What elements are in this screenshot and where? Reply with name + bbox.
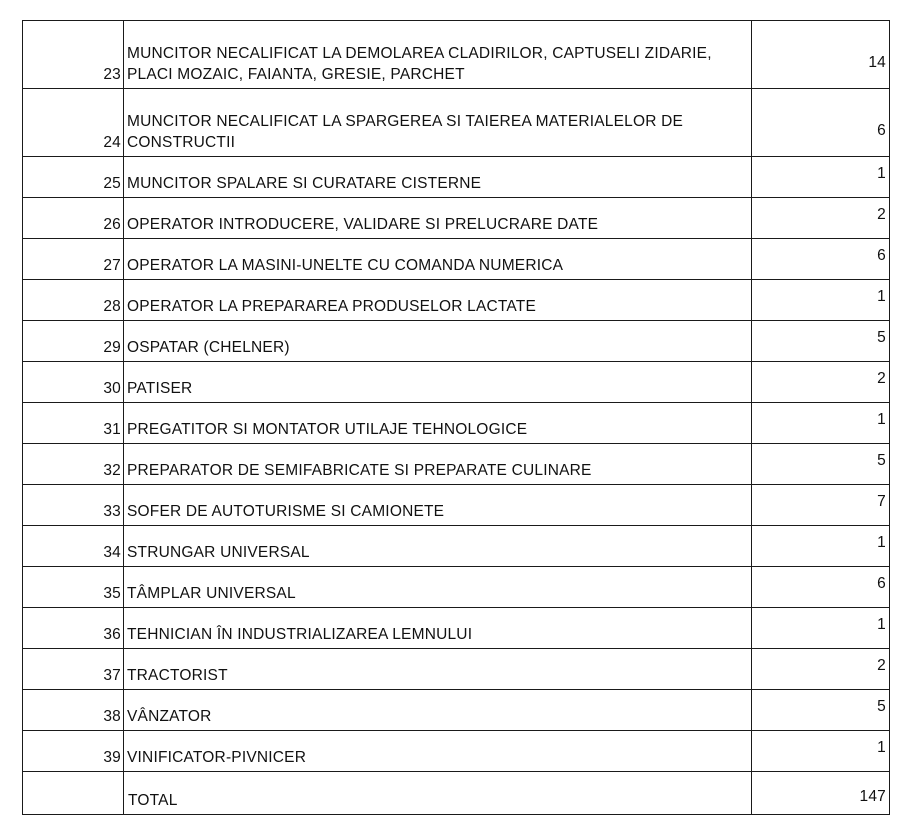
row-number: 29: [23, 321, 124, 362]
vacancy-count: 5: [877, 452, 886, 469]
row-number: 31: [23, 403, 124, 444]
table-row: [23, 731, 890, 772]
vacancy-count: 6: [877, 575, 886, 592]
vacancy-count: 6: [877, 247, 886, 264]
table-row: [23, 403, 890, 444]
row-number: 24: [23, 89, 124, 157]
vacancy-count: 6: [877, 122, 886, 139]
table-row: [23, 362, 890, 403]
occupation-name: TEHNICIAN ÎN INDUSTRIALIZAREA LEMNULUI: [124, 608, 752, 649]
vacancy-count-cell: [752, 567, 890, 608]
vacancy-count: 1: [877, 616, 886, 633]
total-row: [23, 772, 890, 815]
vacancy-count-cell: [752, 649, 890, 690]
row-number: 30: [23, 362, 124, 403]
row-number: 34: [23, 526, 124, 567]
row-number: 35: [23, 567, 124, 608]
vacancy-count-cell: [752, 198, 890, 239]
vacancy-count: 1: [877, 288, 886, 305]
table-row: [23, 485, 890, 526]
occupations-table: [22, 20, 890, 815]
occupation-name: TRACTORIST: [124, 649, 752, 690]
vacancy-count-cell: [752, 89, 890, 157]
vacancy-count-cell: [752, 731, 890, 772]
table-row: [23, 649, 890, 690]
vacancy-count-cell: [752, 362, 890, 403]
table-row: [23, 526, 890, 567]
vacancy-count: 2: [877, 370, 886, 387]
vacancy-count: 2: [877, 657, 886, 674]
vacancy-count-cell: [752, 690, 890, 731]
occupation-name: OPERATOR LA PREPARAREA PRODUSELOR LACTATE: [124, 280, 752, 321]
row-number: 25: [23, 157, 124, 198]
occupation-name: OSPATAR (CHELNER): [124, 321, 752, 362]
vacancy-count-cell: [752, 321, 890, 362]
table-row: [23, 321, 890, 362]
table-row: [23, 157, 890, 198]
occupation-name: MUNCITOR SPALARE SI CURATARE CISTERNE: [124, 157, 752, 198]
occupations-table-body: [23, 21, 890, 815]
vacancy-count-cell: [752, 608, 890, 649]
vacancy-count-cell: [752, 403, 890, 444]
total-count-cell: [752, 772, 890, 815]
occupation-name: TÂMPLAR UNIVERSAL: [124, 567, 752, 608]
row-number: 37: [23, 649, 124, 690]
vacancy-count: 2: [877, 206, 886, 223]
total-count: 147: [859, 788, 886, 805]
row-number: 23: [23, 21, 124, 89]
vacancy-count: 5: [877, 329, 886, 346]
row-number: 38: [23, 690, 124, 731]
row-number: 33: [23, 485, 124, 526]
row-number: 32: [23, 444, 124, 485]
vacancy-count: 1: [877, 534, 886, 551]
occupation-name: OPERATOR LA MASINI-UNELTE CU COMANDA NUMERICA: [124, 239, 752, 280]
occupation-name: OPERATOR INTRODUCERE, VALIDARE SI PRELUCRARE DATE: [124, 198, 752, 239]
row-number: 36: [23, 608, 124, 649]
vacancy-count-cell: [752, 526, 890, 567]
vacancy-count-cell: [752, 21, 890, 89]
table-row: [23, 21, 890, 89]
vacancy-count-cell: [752, 280, 890, 321]
table-row: [23, 198, 890, 239]
occupation-name: PATISER: [124, 362, 752, 403]
vacancy-count: 7: [877, 493, 886, 510]
row-number: 39: [23, 731, 124, 772]
vacancy-count-cell: [752, 239, 890, 280]
vacancy-count-cell: [752, 444, 890, 485]
table-row: [23, 690, 890, 731]
table-row: [23, 608, 890, 649]
vacancy-count: 5: [877, 698, 886, 715]
table-row: [23, 444, 890, 485]
vacancy-count-cell: [752, 485, 890, 526]
row-number: 28: [23, 280, 124, 321]
row-number: 26: [23, 198, 124, 239]
vacancy-count: 1: [877, 165, 886, 182]
table-row: [23, 89, 890, 157]
table-row: [23, 280, 890, 321]
table-row: [23, 567, 890, 608]
table-row: [23, 239, 890, 280]
vacancy-count: 1: [877, 411, 886, 428]
total-row-number-empty: [23, 772, 124, 815]
row-number: 27: [23, 239, 124, 280]
vacancy-count-cell: [752, 157, 890, 198]
total-label: TOTAL: [124, 772, 752, 815]
occupation-name: STRUNGAR UNIVERSAL: [124, 526, 752, 567]
occupation-name: MUNCITOR NECALIFICAT LA DEMOLAREA CLADIRILOR, CAPTUSELI ZIDARIE, PLACI MOZAIC, FAIANTA, GRESIE, PARCHET: [124, 21, 752, 89]
occupation-name: PREGATITOR SI MONTATOR UTILAJE TEHNOLOGICE: [124, 403, 752, 444]
occupation-name: VÂNZATOR: [124, 690, 752, 731]
occupation-name: SOFER DE AUTOTURISME SI CAMIONETE: [124, 485, 752, 526]
vacancy-count: 1: [877, 739, 886, 756]
occupation-name: PREPARATOR DE SEMIFABRICATE SI PREPARATE CULINARE: [124, 444, 752, 485]
occupation-name: VINIFICATOR-PIVNICER: [124, 731, 752, 772]
occupation-name: MUNCITOR NECALIFICAT LA SPARGEREA SI TAIEREA MATERIALELOR DE CONSTRUCTII: [124, 89, 752, 157]
vacancy-count: 14: [868, 54, 886, 71]
